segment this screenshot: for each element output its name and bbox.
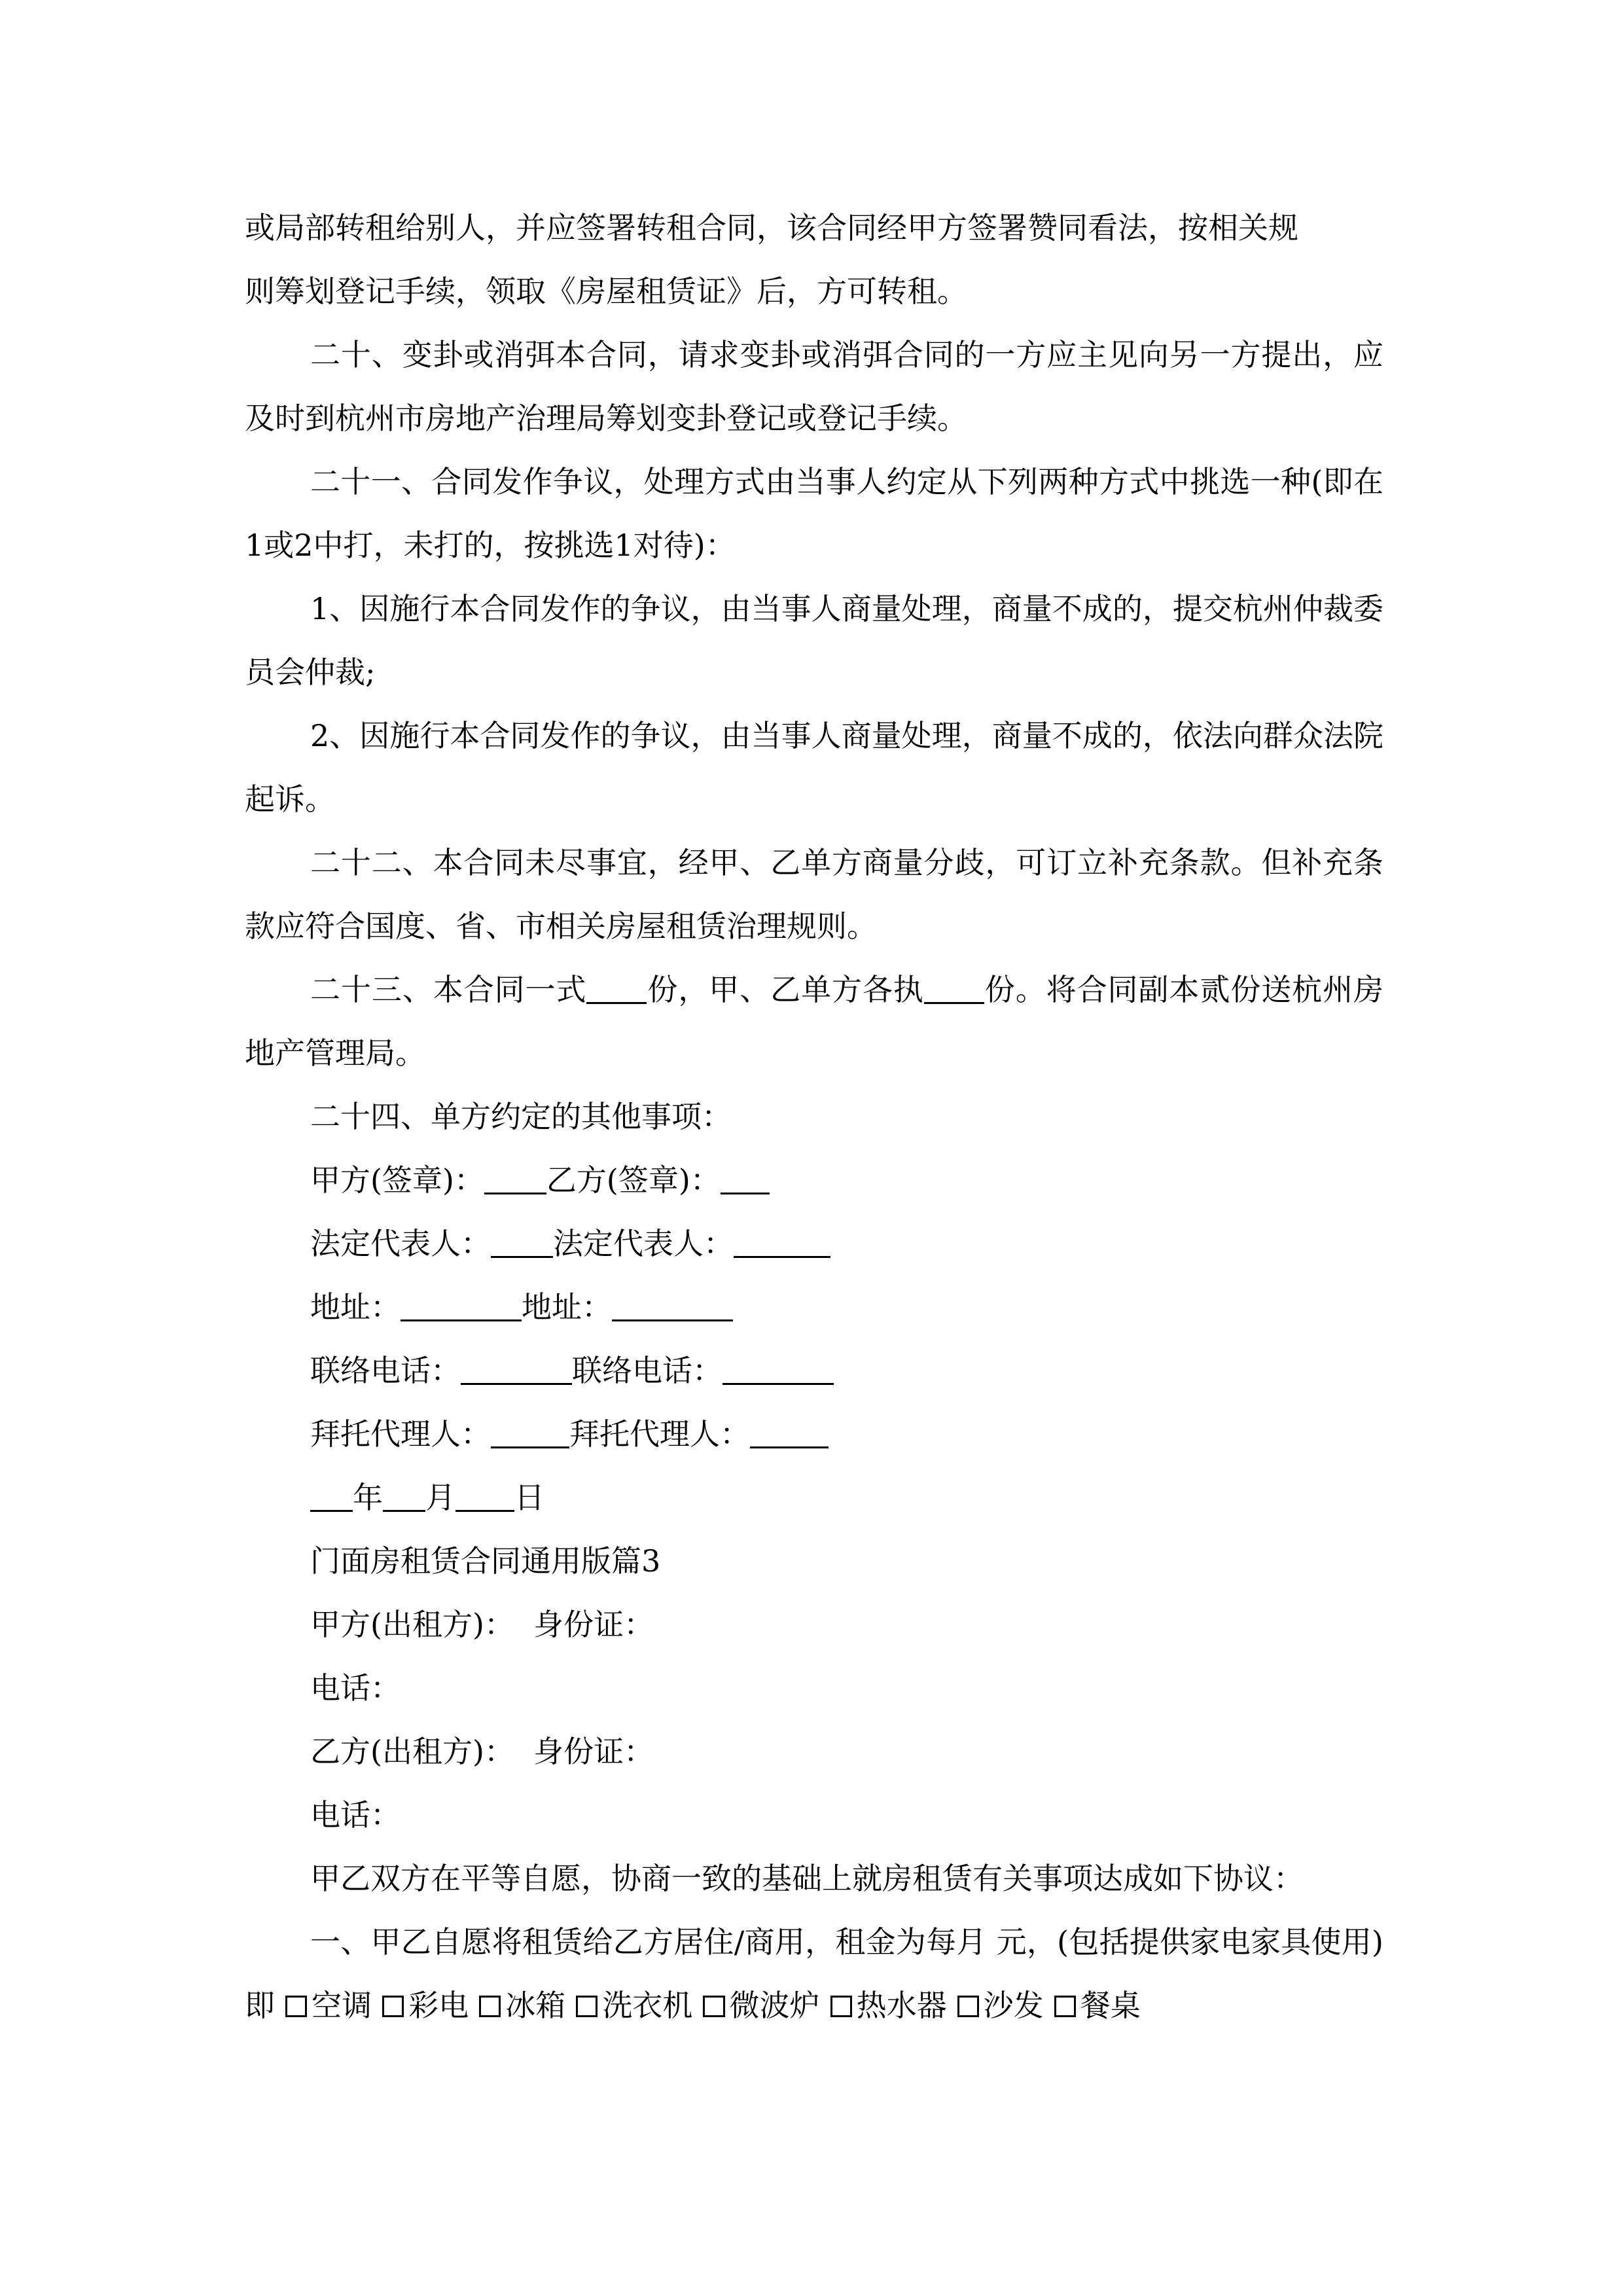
appliance-label: 餐桌: [1080, 1988, 1141, 2023]
section-3-party-b-row: [245, 1720, 1383, 1784]
month-label: 月: [425, 1480, 455, 1515]
year-label: 年: [353, 1480, 383, 1515]
phone-a-label: 联络电话：: [310, 1353, 461, 1388]
appliance-checkbox-icon: [830, 1996, 852, 2017]
legal-rep-a-blank: [491, 1226, 553, 1258]
appliance-checkbox-icon: [382, 1996, 404, 2017]
appliance-label: 空调: [312, 1988, 372, 2023]
section-3-clause-1: [245, 1910, 1383, 2037]
paragraph-sublease-line1: 或局部转租给别人，并应签署转租合同，该合同经甲方签署赞同看法，按相关规: [245, 210, 1298, 245]
party-b-id-label: 身份证：: [533, 1734, 654, 1769]
appliance-label: 冰箱: [505, 1988, 566, 2023]
phone-a-blank: [461, 1353, 572, 1385]
party-a-lessor-label: 甲方(出租方)：: [310, 1607, 514, 1642]
signature-row-legal-rep: [245, 1212, 1383, 1276]
legal-rep-b-label: 法定代表人：: [553, 1226, 734, 1261]
agent-a-blank: [491, 1416, 569, 1448]
agent-b-label: 拜托代理人：: [569, 1416, 750, 1452]
appliance-label: 彩电: [408, 1988, 469, 2023]
paragraph-sublease-line2: 则筹划登记手续，领取《房屋租赁证》后，方可转租。: [245, 274, 967, 309]
party-a-seal-blank: [484, 1162, 546, 1194]
party-b-seal-label: 乙方(签章)：: [546, 1162, 721, 1198]
address-b-label: 地址：: [522, 1289, 612, 1325]
day-blank: [455, 1480, 514, 1512]
copies-each-blank: [924, 972, 984, 1004]
phone-b-label: 联络电话：: [572, 1353, 722, 1388]
phone-b-blank: [722, 1353, 834, 1385]
clause-23-part-b: 份，甲、乙单方各执: [647, 972, 924, 1007]
section-3-party-a-row: [245, 1593, 1383, 1657]
clause-1-text: 一、甲乙自愿将租赁给乙方居住/商用，租金为每月 元，(包括提供家电家具使用)即: [245, 1924, 1383, 2023]
party-b-seal-blank: [721, 1162, 770, 1194]
appliance-checkbox-icon: [957, 1996, 979, 2017]
month-blank: [383, 1480, 425, 1512]
appliance-checkbox-icon: [1054, 1996, 1076, 2017]
paragraph-option-1: 1、因施行本合同发作的争议，由当事人商量处理，商量不成的，提交杭州仲裁委员会仲裁;: [245, 591, 1383, 690]
party-b-lessor-label: 乙方(出租方)：: [310, 1734, 514, 1769]
signature-row-phone: [245, 1339, 1383, 1403]
appliance-checkbox-icon: [703, 1996, 724, 2017]
party-a-id-label: 身份证：: [533, 1607, 654, 1642]
signature-row-address: [245, 1276, 1383, 1339]
signature-row-date: [245, 1466, 1383, 1530]
year-blank: [310, 1480, 353, 1512]
appliance-label: 热水器: [856, 1988, 947, 2023]
day-label: 日: [514, 1480, 544, 1515]
section-3-intro: 甲乙双方在平等自愿，协商一致的基础上就房租赁有关事项达成如下协议：: [310, 1861, 1304, 1896]
paragraph-clause-24: 二十四、单方约定的其他事项：: [310, 1099, 732, 1134]
agent-a-label: 拜托代理人：: [310, 1416, 491, 1452]
signature-row-agent: [245, 1403, 1383, 1466]
legal-rep-b-blank: [734, 1226, 830, 1258]
appliance-checkbox-icon: [479, 1996, 501, 2017]
agent-b-blank: [750, 1416, 829, 1448]
paragraph-clause-23: [245, 958, 1383, 1085]
legal-rep-a-label: 法定代表人：: [310, 1226, 491, 1261]
appliance-label: 沙发: [983, 1988, 1044, 2023]
appliance-list: [275, 1988, 1141, 2023]
document-body: [245, 196, 1383, 2037]
address-b-blank: [612, 1289, 733, 1321]
address-a-blank: [401, 1289, 522, 1321]
appliance-checkbox-icon: [576, 1996, 597, 2017]
paragraph-clause-21: 二十一、合同发作争议，处理方式由当事人约定从下列两种方式中挑选一种(即在1或2中打，未打的，按挑选1对待)：: [245, 464, 1383, 563]
signature-row-seal: [245, 1149, 1383, 1212]
section-3-party-a-phone: 电话：: [310, 1670, 401, 1706]
paragraph-clause-20: 二十、变卦或消弭本合同，请求变卦或消弭合同的一方应主见向另一方提出，应及时到杭州市房地产治理局筹划变卦登记或登记手续。: [245, 337, 1383, 436]
section-3-party-b-phone: 电话：: [310, 1797, 401, 1833]
party-a-seal-label: 甲方(签章)：: [310, 1162, 484, 1198]
paragraph-clause-22: 二十二、本合同未尽事宜，经甲、乙单方商量分歧，可订立补充条款。但补充条款应符合国度、省、市相关房屋租赁治理规则。: [245, 845, 1383, 944]
section-3-title: 门面房租赁合同通用版篇3: [310, 1543, 661, 1579]
appliance-checkbox-icon: [285, 1996, 307, 2017]
copies-total-blank: [586, 972, 647, 1004]
address-a-label: 地址：: [310, 1289, 401, 1325]
paragraph-option-2: 2、因施行本合同发作的争议，由当事人商量处理，商量不成的，依法向群众法院起诉。: [245, 718, 1383, 817]
clause-23-part-c: 份。将合同副本贰份送杭州房地产管理局。: [245, 972, 1383, 1071]
appliance-label: 洗衣机: [602, 1988, 693, 2023]
appliance-label: 微波炉: [729, 1988, 820, 2023]
clause-23-part-a: 二十三、本合同一式: [310, 972, 587, 1007]
